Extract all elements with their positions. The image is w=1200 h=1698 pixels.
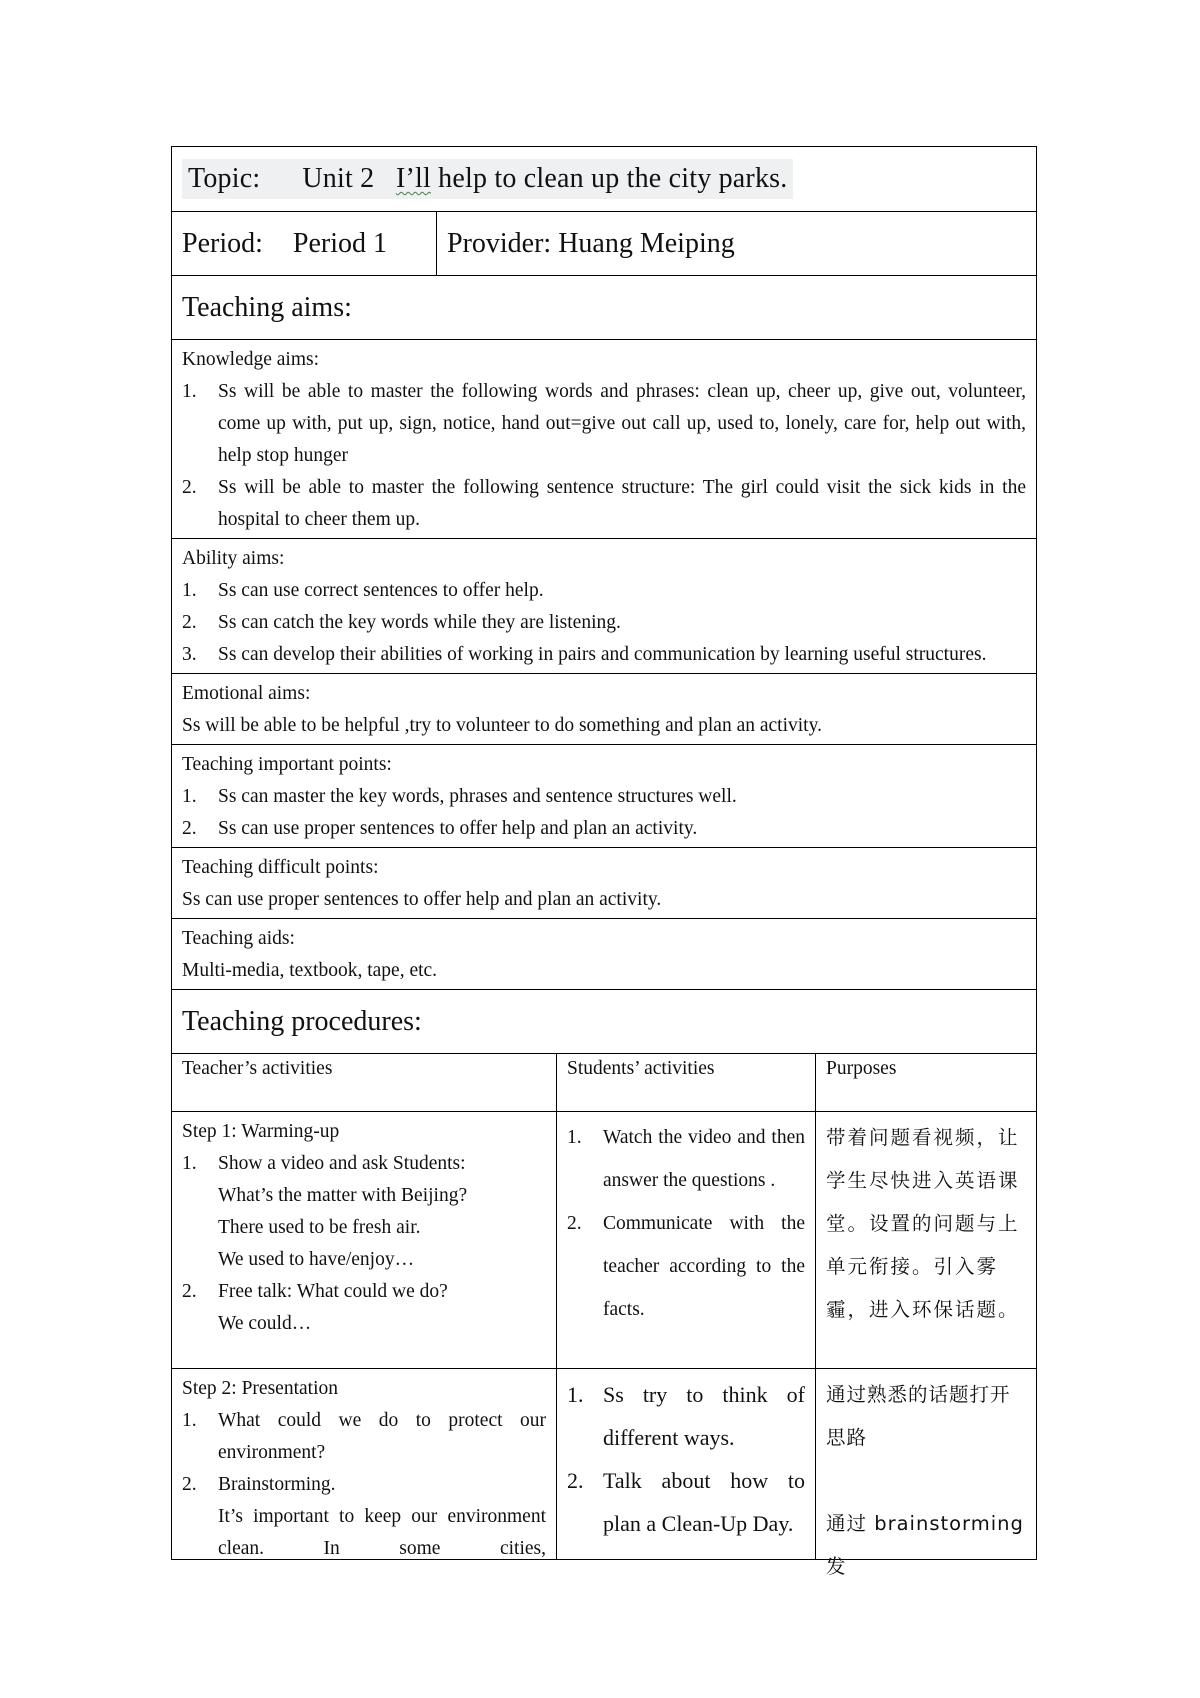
teaching-aids-title: Teaching aids:	[182, 928, 295, 949]
list-item: 1. Watch the video and then answer the questions .	[567, 1127, 805, 1191]
list-item: 1. Show a video and ask Students:	[182, 1153, 466, 1174]
step2-title: Step 2: Presentation	[182, 1378, 338, 1399]
list-item: 2. Free talk: What could we do?	[182, 1281, 448, 1302]
header-teacher: Teacher’s activities	[172, 1054, 557, 1111]
step1-row	[171, 1111, 1037, 1368]
list-item: 1. What could we do to protect our environment?	[182, 1410, 546, 1463]
list-item: 1. Ss can use correct sentences to offer help.	[182, 580, 544, 601]
header-students: Students’ activities	[557, 1054, 816, 1111]
knowledge-aims	[171, 339, 1037, 538]
knowledge-aims-title: Knowledge aims:	[182, 349, 320, 370]
topic-row	[171, 146, 1037, 211]
ability-aims	[171, 538, 1037, 673]
step2-purpose: 通过熟悉的话题打开思路 通过 brainstorming 发	[826, 1383, 1024, 1578]
difficult-points	[171, 847, 1037, 918]
list-item: 3. Ss can develop their abilities of working in pairs and communication by learning useful structures.	[182, 644, 987, 665]
step1-title: Step 1: Warming-up	[182, 1121, 340, 1142]
list-item: 2. Communicate with the teacher according to the facts.	[567, 1213, 805, 1320]
procedures-header-row	[171, 1053, 1037, 1111]
lesson-plan-table	[171, 146, 1037, 1578]
topic-title: Topic: Unit 2 I’ll help to clean up the city parks.	[182, 159, 793, 199]
difficult-points-title: Teaching difficult points:	[182, 857, 379, 878]
teaching-aims-heading: Teaching aims:	[171, 275, 1037, 339]
ability-aims-title: Ability aims:	[182, 548, 285, 569]
step1-teacher: Step 1: Warming-up 1. Show a video and ask Students: What’s the matter with Beijing? There used to be fresh air. We used to have/enjoy… 2. Free talk: What could we do? We could…	[172, 1112, 557, 1368]
list-item: 1. Ss try to think of different ways.	[567, 1382, 805, 1450]
step2-row	[171, 1368, 1037, 1578]
emotional-aims	[171, 673, 1037, 744]
step1-purpose: 带着问题看视频，让学生尽快进入英语课堂。设置的问题与上单元衔接。引入雾霾，进入环保话题。	[826, 1126, 1020, 1321]
procedures-heading: Teaching procedures:	[171, 989, 1037, 1053]
step2-teacher: Step 2: Presentation 1. What could we do to protect our environment? 2. Brainstorming. It’s important to keep our environment clean. In some cities,	[172, 1369, 557, 1559]
period-provider-row	[171, 211, 1037, 275]
list-item: 2. Ss will be able to master the following sentence structure: The girl could visit the sick kids in the hospital to cheer them up.	[182, 477, 1026, 530]
step2-students	[557, 1369, 816, 1559]
teaching-aids-text: Multi-media, textbook, tape, etc.	[182, 960, 438, 981]
important-points	[171, 744, 1037, 847]
list-item: 1. Ss will be able to master the following words and phrases: clean up, cheer up, give out, volunteer, come up with, put up, sign, notice, hand out=give out call up, used to, lonely, care for, help out with, help stop hunger	[182, 381, 1026, 466]
teaching-aids	[171, 918, 1037, 989]
step1-students	[557, 1112, 816, 1368]
list-item: 2. Talk about how to plan a Clean-Up Day.	[567, 1468, 805, 1536]
important-points-title: Teaching important points:	[182, 754, 392, 775]
provider-cell: Provider: Huang Meiping	[447, 227, 735, 259]
list-item: 2. Brainstorming.	[182, 1474, 336, 1495]
emotional-aims-text: Ss will be able to be helpful ,try to volunteer to do something and plan an activity.	[182, 715, 822, 736]
list-item: 2. Ss can catch the key words while they are listening.	[182, 612, 621, 633]
emotional-aims-title: Emotional aims:	[182, 683, 311, 704]
list-item: 2. Ss can use proper sentences to offer help and plan an activity.	[182, 818, 698, 839]
period-cell: Period: Period 1	[172, 212, 437, 275]
difficult-points-text: Ss can use proper sentences to offer help and plan an activity.	[182, 889, 662, 910]
header-purposes: Purposes	[826, 1058, 897, 1079]
list-item: 1. Ss can master the key words, phrases and sentence structures well.	[182, 786, 737, 807]
